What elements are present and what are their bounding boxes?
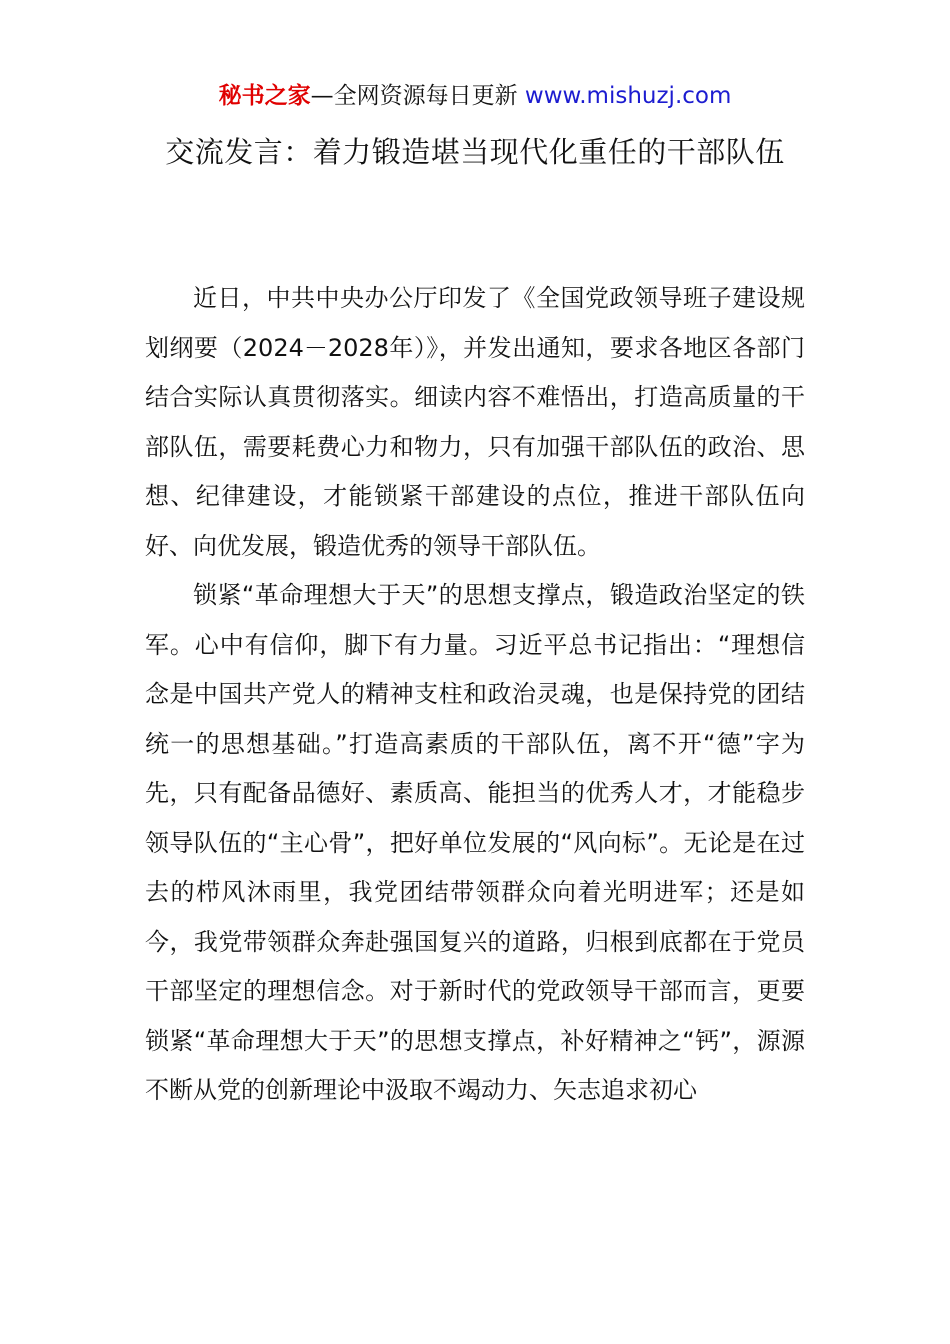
document-title: 交流发言：着力锻造堪当现代化重任的干部队伍 [165, 135, 785, 169]
site-url-link[interactable]: www.mishuzj.com [524, 83, 732, 109]
site-header [0, 80, 950, 112]
site-tagline: —全网资源每日更新 [310, 83, 525, 109]
paragraph-2: 锁紧“革命理想大于天”的思想支撑点，锻造政治坚定的铁军。心中有信仰，脚下有力量。习近平总书记指出：“理想信念是中国共产党人的精神支柱和政治灵魂，也是保持党的团结统一的思想基础。”打造高素质的干部队伍，离不开“德”字为先，只有配备品德好、素质高、能担当的优秀人才，才能稳步领导队伍的“主心骨”，把好单位发展的“风向标”。无论是在过去的栉风沐雨里，我党团结带领群众向着光明进军；还是如今，我党带领群众奔赴强国复兴的道路，归根到底都在于党员干部坚定的理想信念。对于新时代的党政领导干部而言，更要锁紧“革命理想大于天”的思想支撑点，补好精神之“钙”，源源不断从党的创新理论中汲取不竭动力、矢志追求初心 [145, 581, 805, 1104]
paragraph-1: 近日，中共中央办公厅印发了《全国党政领导班子建设规划纲要（2024－2028年）》，并发出通知，要求各地区各部门结合实际认真贯彻落实。细读内容不难悟出，打造高质量的干部队伍，需要耗费心力和物力，只有加强干部队伍的政治、思想、纪律建设，才能锁紧干部建设的点位，推进干部队伍向好、向优发展，锻造优秀的领导干部队伍。 [145, 284, 805, 560]
document-body [145, 274, 805, 1116]
site-brand: 秘书之家 [218, 83, 311, 109]
